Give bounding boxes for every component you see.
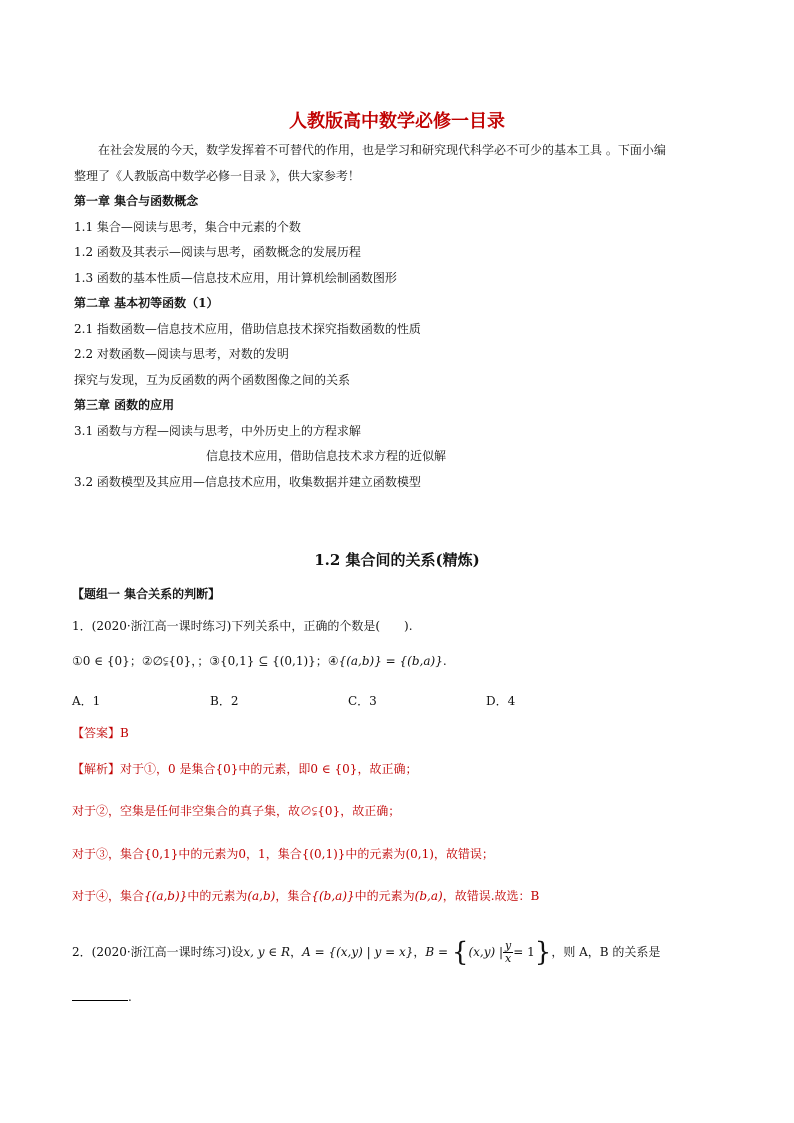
chapter-1-heading: 第一章 集合与函数概念	[74, 194, 199, 208]
separator: .	[442, 654, 447, 668]
math-expression: (0,1)	[405, 847, 434, 861]
choice-marker: ①	[72, 654, 83, 668]
intro-paragraph-line-1: 在社会发展的今天，数学发挥着不可替代的作用，也是学习和研究现代科学必不可少的基本工具 。下面小编	[98, 143, 666, 157]
toc-item: 1.2 函数及其表示—阅读与思考，函数概念的发展历程	[74, 245, 361, 259]
math-expression: (x,y) |	[468, 945, 504, 959]
analysis-text: 对于②，空集是任何非空集合的真子集，故	[72, 804, 301, 818]
math-expression: 1	[258, 847, 266, 861]
toc-item: 3.2 函数模型及其应用—信息技术应用，收集数据并建立函数模型	[74, 475, 421, 489]
left-brace: {	[451, 937, 469, 968]
question-text: .	[128, 990, 132, 1004]
analysis-text: ，	[246, 847, 259, 861]
analysis-text: 对于①，0 是集合	[120, 762, 216, 776]
analysis-text: ，故正确；	[357, 762, 418, 776]
analysis-line-4	[72, 889, 539, 903]
analysis-text: ，集合	[275, 889, 312, 903]
toc-item: 信息技术应用，借助信息技术求方程的近似解	[206, 449, 447, 463]
separator: ；	[315, 654, 328, 668]
chapter-2-heading: 第二章 基本初等函数（1）	[74, 296, 219, 310]
analysis-text: ，故正确；	[340, 804, 401, 818]
math-expression: B =	[425, 945, 452, 959]
math-expression: (b,a)	[414, 889, 443, 903]
math-expression: 0 ∈ {0}	[310, 762, 358, 776]
question-group-title: 【题组一 集合关系的判断】	[72, 587, 221, 601]
option-d: D．4	[486, 694, 516, 708]
analysis-text: 中的元素为	[178, 847, 239, 861]
math-expression: x, y ∈ R	[243, 945, 291, 959]
separator: ；	[129, 654, 142, 668]
analysis-text: 对于③，集合	[72, 847, 145, 861]
answer-value: B	[120, 726, 129, 740]
answer-blank[interactable]	[72, 999, 128, 1001]
answer-label: 【答案】	[72, 726, 121, 740]
analysis-text: ，故错误；	[433, 847, 494, 861]
choice-marker: ②	[141, 654, 153, 668]
separator: ，；	[191, 654, 210, 668]
math-expression: {0,1} ⊆ {(0,1)}	[220, 654, 316, 668]
math-expression: {(b,a)}	[311, 889, 355, 903]
analysis-line-1	[72, 762, 417, 776]
math-expression: = 1	[513, 945, 535, 959]
math-expression: {0}	[215, 762, 239, 776]
question-1-choices	[72, 654, 447, 668]
math-expression: {0,1}	[144, 847, 179, 861]
question-text: ，则 A，B 的关系是	[551, 945, 661, 959]
toc-item: 探究与发现，互为反函数的两个函数图像之间的关系	[74, 373, 351, 387]
document-title: 人教版高中数学必修一目录	[289, 111, 505, 132]
question-text: ，	[413, 945, 426, 959]
math-expression: 0 ∈ {0}	[82, 654, 130, 668]
question-text: 2．(2020·浙江高一课时练习)设	[72, 945, 244, 959]
toc-item: 2.1 指数函数—信息技术应用，借助信息技术探究指数函数的性质	[74, 322, 421, 336]
toc-item: 3.1 函数与方程—阅读与思考，中外历史上的方程求解	[74, 424, 361, 438]
math-expression: {(a,b)}	[144, 889, 188, 903]
option-b: B．2	[210, 694, 239, 708]
toc-item: 1.1 集合—阅读与思考，集合中元素的个数	[74, 220, 301, 234]
analysis-label: 【解析】	[72, 762, 121, 776]
question-text: ，	[290, 945, 303, 959]
fraction-numerator: y	[505, 939, 512, 952]
option-a: A．1	[72, 694, 101, 708]
math-expression: 0	[238, 847, 247, 861]
analysis-text: 对于④，集合	[72, 889, 145, 903]
analysis-text: ，集合	[265, 847, 302, 861]
option-c: C．3	[348, 694, 377, 708]
analysis-line-3	[72, 847, 494, 861]
choice-marker: ④	[327, 654, 339, 668]
analysis-text: 中的元素为	[187, 889, 248, 903]
math-expression: ∅⫋{0}	[300, 804, 341, 818]
choice-marker: ③	[209, 654, 221, 668]
analysis-text: 中的元素为	[345, 847, 406, 861]
analysis-text: ，故错误.故选：B	[442, 889, 540, 903]
math-expression: {(a,b)} = {(b,a)}	[338, 654, 443, 668]
question-1-stem: 1．(2020·浙江高一课时练习)下列关系中，正确的个数是( ).	[72, 619, 413, 633]
intro-paragraph-line-2: 整理了《人教版高中数学必修一目录 》，供大家参考！	[74, 169, 360, 183]
section-title: 1.2 集合间的关系(精炼)	[314, 551, 480, 569]
analysis-text: 中的元素，即	[238, 762, 311, 776]
math-expression: (a,b)	[247, 889, 276, 903]
answer-blank-line	[72, 990, 132, 1004]
answer-line	[72, 726, 129, 740]
analysis-line-2	[72, 804, 400, 818]
fraction-denominator: x	[505, 952, 512, 965]
chapter-3-heading: 第三章 函数的应用	[74, 398, 175, 412]
fraction	[503, 940, 513, 965]
math-expression: A = {(x,y) | y = x}	[302, 945, 414, 959]
toc-item: 1.3 函数的基本性质—信息技术应用，用计算机绘制函数图形	[74, 271, 397, 285]
math-expression: ∅⫋{0}	[152, 654, 192, 668]
analysis-text: 中的元素为	[354, 889, 415, 903]
right-brace: }	[534, 937, 552, 968]
toc-item: 2.2 对数函数—阅读与思考，对数的发明	[74, 347, 289, 361]
math-expression: {(0,1)}	[301, 847, 346, 861]
question-2-stem	[72, 937, 661, 968]
